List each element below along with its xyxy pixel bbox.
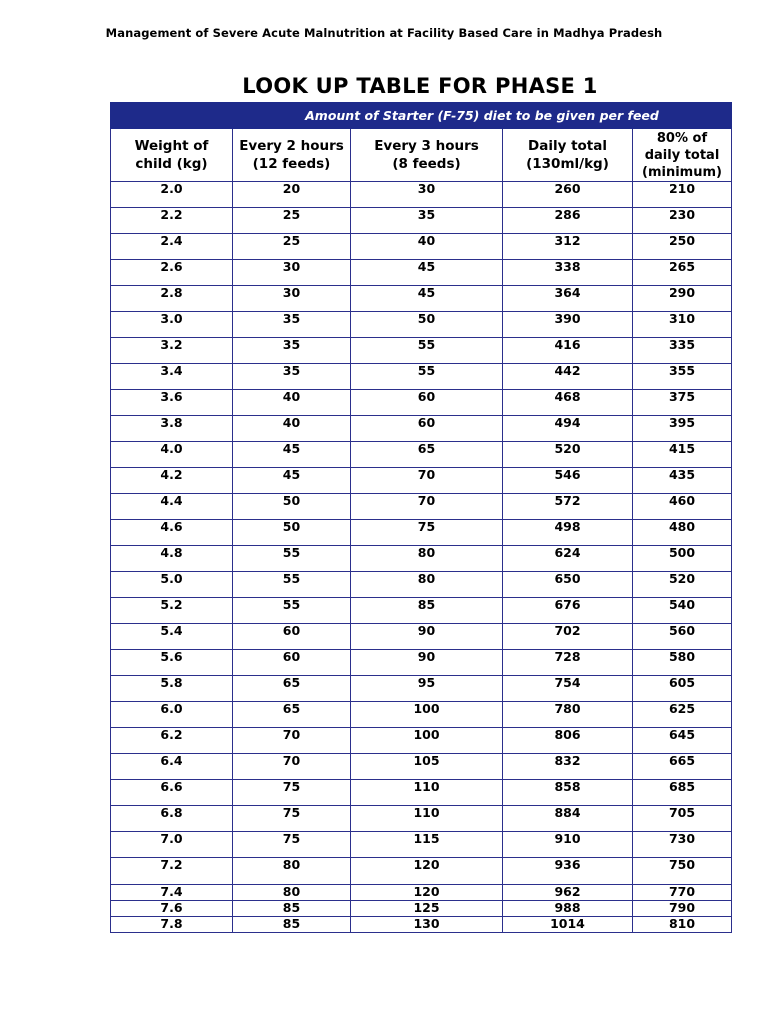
cell-daily-total: 1014	[503, 917, 633, 933]
cell-every-2-hours: 25	[233, 208, 351, 234]
cell-daily-total: 910	[503, 832, 633, 858]
cell-every-2-hours: 20	[233, 182, 351, 208]
table-row	[111, 650, 732, 676]
table-row	[111, 416, 732, 442]
cell-weight: 3.8	[111, 416, 233, 442]
col-header-weight-line1: Weight of	[134, 138, 209, 154]
cell-every-3-hours: 125	[351, 901, 503, 917]
col-header-every-3-hours	[351, 129, 503, 182]
cell-weight: 7.8	[111, 917, 233, 933]
cell-daily-total: 676	[503, 598, 633, 624]
cell-daily-total: 520	[503, 442, 633, 468]
cell-eighty-percent: 355	[633, 364, 732, 390]
cell-weight: 4.8	[111, 546, 233, 572]
cell-every-2-hours: 65	[233, 676, 351, 702]
cell-eighty-percent: 750	[633, 858, 732, 885]
cell-weight: 6.6	[111, 780, 233, 806]
cell-weight: 3.6	[111, 390, 233, 416]
cell-eighty-percent: 395	[633, 416, 732, 442]
cell-every-3-hours: 60	[351, 390, 503, 416]
cell-daily-total: 702	[503, 624, 633, 650]
cell-every-3-hours: 95	[351, 676, 503, 702]
cell-every-3-hours: 35	[351, 208, 503, 234]
cell-every-3-hours: 55	[351, 364, 503, 390]
cell-every-2-hours: 55	[233, 598, 351, 624]
cell-daily-total: 806	[503, 728, 633, 754]
cell-daily-total: 498	[503, 520, 633, 546]
table-row	[111, 832, 732, 858]
cell-every-2-hours: 50	[233, 494, 351, 520]
cell-every-2-hours: 55	[233, 546, 351, 572]
table-row	[111, 390, 732, 416]
cell-daily-total: 416	[503, 338, 633, 364]
cell-eighty-percent: 810	[633, 917, 732, 933]
cell-eighty-percent: 500	[633, 546, 732, 572]
cell-eighty-percent: 560	[633, 624, 732, 650]
table-row	[111, 806, 732, 832]
cell-eighty-percent: 790	[633, 901, 732, 917]
cell-every-2-hours: 85	[233, 917, 351, 933]
cell-eighty-percent: 210	[633, 182, 732, 208]
cell-daily-total: 936	[503, 858, 633, 885]
cell-weight: 7.0	[111, 832, 233, 858]
cell-every-3-hours: 55	[351, 338, 503, 364]
cell-eighty-percent: 310	[633, 312, 732, 338]
cell-weight: 4.0	[111, 442, 233, 468]
cell-daily-total: 988	[503, 901, 633, 917]
cell-weight: 3.0	[111, 312, 233, 338]
table-row	[111, 917, 732, 933]
cell-eighty-percent: 250	[633, 234, 732, 260]
col-header-every-2-hours-line1: Every 2 hours	[239, 138, 344, 154]
cell-every-2-hours: 25	[233, 234, 351, 260]
table-body	[111, 182, 732, 933]
table-row	[111, 901, 732, 917]
table-row	[111, 624, 732, 650]
cell-every-3-hours: 115	[351, 832, 503, 858]
cell-every-3-hours: 100	[351, 728, 503, 754]
cell-daily-total: 572	[503, 494, 633, 520]
cell-daily-total: 832	[503, 754, 633, 780]
cell-every-2-hours: 35	[233, 338, 351, 364]
cell-eighty-percent: 460	[633, 494, 732, 520]
cell-eighty-percent: 435	[633, 468, 732, 494]
cell-daily-total: 338	[503, 260, 633, 286]
cell-daily-total: 286	[503, 208, 633, 234]
cell-every-3-hours: 110	[351, 780, 503, 806]
cell-eighty-percent: 645	[633, 728, 732, 754]
cell-daily-total: 884	[503, 806, 633, 832]
table-row	[111, 182, 732, 208]
cell-every-3-hours: 60	[351, 416, 503, 442]
cell-weight: 7.6	[111, 901, 233, 917]
cell-eighty-percent: 625	[633, 702, 732, 728]
cell-every-3-hours: 105	[351, 754, 503, 780]
cell-daily-total: 624	[503, 546, 633, 572]
col-header-weight	[111, 129, 233, 182]
cell-every-2-hours: 80	[233, 885, 351, 901]
cell-every-3-hours: 45	[351, 260, 503, 286]
table-row	[111, 728, 732, 754]
cell-every-3-hours: 70	[351, 494, 503, 520]
cell-eighty-percent: 290	[633, 286, 732, 312]
col-header-80-percent-line2: daily total	[644, 147, 720, 163]
cell-every-2-hours: 65	[233, 702, 351, 728]
col-header-weight-line2: child (kg)	[135, 156, 208, 172]
cell-weight: 7.2	[111, 858, 233, 885]
cell-daily-total: 364	[503, 286, 633, 312]
cell-every-3-hours: 80	[351, 546, 503, 572]
table-row	[111, 546, 732, 572]
cell-every-2-hours: 45	[233, 442, 351, 468]
cell-every-3-hours: 120	[351, 885, 503, 901]
cell-eighty-percent: 230	[633, 208, 732, 234]
cell-weight: 4.2	[111, 468, 233, 494]
page-title: LOOK UP TABLE FOR PHASE 1	[242, 74, 598, 98]
cell-daily-total: 650	[503, 572, 633, 598]
cell-every-2-hours: 30	[233, 260, 351, 286]
cell-every-3-hours: 100	[351, 702, 503, 728]
cell-weight: 6.8	[111, 806, 233, 832]
cell-weight: 5.8	[111, 676, 233, 702]
table-row	[111, 442, 732, 468]
cell-every-2-hours: 75	[233, 780, 351, 806]
cell-every-3-hours: 80	[351, 572, 503, 598]
cell-daily-total: 390	[503, 312, 633, 338]
table-row	[111, 338, 732, 364]
cell-eighty-percent: 480	[633, 520, 732, 546]
col-header-80-percent	[633, 129, 732, 182]
document-header: Management of Severe Acute Malnutrition at Facility Based Care in Madhya Pradesh	[105, 26, 663, 40]
cell-eighty-percent: 265	[633, 260, 732, 286]
col-header-every-2-hours-line2: (12 feeds)	[252, 156, 331, 172]
cell-every-2-hours: 85	[233, 901, 351, 917]
cell-weight: 7.4	[111, 885, 233, 901]
cell-weight: 2.8	[111, 286, 233, 312]
cell-every-3-hours: 130	[351, 917, 503, 933]
cell-every-2-hours: 50	[233, 520, 351, 546]
cell-weight: 4.6	[111, 520, 233, 546]
col-header-every-2-hours	[233, 129, 351, 182]
cell-weight: 2.6	[111, 260, 233, 286]
cell-eighty-percent: 770	[633, 885, 732, 901]
cell-daily-total: 962	[503, 885, 633, 901]
cell-every-3-hours: 70	[351, 468, 503, 494]
cell-eighty-percent: 335	[633, 338, 732, 364]
table-row	[111, 260, 732, 286]
cell-eighty-percent: 605	[633, 676, 732, 702]
cell-weight: 5.6	[111, 650, 233, 676]
cell-every-3-hours: 110	[351, 806, 503, 832]
cell-daily-total: 728	[503, 650, 633, 676]
table-row	[111, 286, 732, 312]
table-row	[111, 885, 732, 901]
cell-eighty-percent: 580	[633, 650, 732, 676]
table-banner-spacer	[111, 103, 233, 129]
cell-daily-total: 754	[503, 676, 633, 702]
cell-every-2-hours: 45	[233, 468, 351, 494]
cell-weight: 5.4	[111, 624, 233, 650]
cell-every-3-hours: 85	[351, 598, 503, 624]
cell-daily-total: 260	[503, 182, 633, 208]
table-row	[111, 312, 732, 338]
cell-eighty-percent: 415	[633, 442, 732, 468]
table-row	[111, 234, 732, 260]
cell-daily-total: 780	[503, 702, 633, 728]
table-row	[111, 572, 732, 598]
cell-eighty-percent: 665	[633, 754, 732, 780]
cell-every-2-hours: 80	[233, 858, 351, 885]
col-header-every-3-hours-line1: Every 3 hours	[374, 138, 479, 154]
cell-weight: 6.0	[111, 702, 233, 728]
cell-weight: 6.4	[111, 754, 233, 780]
cell-eighty-percent: 730	[633, 832, 732, 858]
cell-eighty-percent: 375	[633, 390, 732, 416]
cell-daily-total: 494	[503, 416, 633, 442]
cell-eighty-percent: 705	[633, 806, 732, 832]
table-row	[111, 676, 732, 702]
cell-every-3-hours: 50	[351, 312, 503, 338]
lookup-table	[110, 102, 732, 933]
cell-weight: 6.2	[111, 728, 233, 754]
cell-every-3-hours: 75	[351, 520, 503, 546]
table-row	[111, 702, 732, 728]
cell-daily-total: 858	[503, 780, 633, 806]
table-row	[111, 780, 732, 806]
cell-daily-total: 442	[503, 364, 633, 390]
cell-weight: 5.2	[111, 598, 233, 624]
col-header-daily-total	[503, 129, 633, 182]
cell-daily-total: 312	[503, 234, 633, 260]
cell-every-3-hours: 120	[351, 858, 503, 885]
cell-weight: 4.4	[111, 494, 233, 520]
col-header-daily-total-line1: Daily total	[528, 138, 607, 154]
table-row	[111, 520, 732, 546]
cell-eighty-percent: 520	[633, 572, 732, 598]
cell-every-2-hours: 35	[233, 364, 351, 390]
cell-weight: 3.4	[111, 364, 233, 390]
cell-every-3-hours: 90	[351, 624, 503, 650]
table-row	[111, 858, 732, 885]
table-row	[111, 468, 732, 494]
cell-every-3-hours: 30	[351, 182, 503, 208]
cell-every-3-hours: 65	[351, 442, 503, 468]
cell-every-2-hours: 55	[233, 572, 351, 598]
cell-every-3-hours: 40	[351, 234, 503, 260]
cell-weight: 2.0	[111, 182, 233, 208]
cell-weight: 5.0	[111, 572, 233, 598]
cell-every-3-hours: 45	[351, 286, 503, 312]
cell-every-3-hours: 90	[351, 650, 503, 676]
cell-weight: 2.4	[111, 234, 233, 260]
cell-every-2-hours: 70	[233, 728, 351, 754]
table-row	[111, 494, 732, 520]
col-header-80-percent-line1: 80% of	[656, 130, 708, 146]
cell-every-2-hours: 75	[233, 832, 351, 858]
cell-every-2-hours: 40	[233, 390, 351, 416]
cell-weight: 3.2	[111, 338, 233, 364]
cell-every-2-hours: 70	[233, 754, 351, 780]
table-row	[111, 598, 732, 624]
cell-every-2-hours: 40	[233, 416, 351, 442]
table-row	[111, 754, 732, 780]
cell-every-2-hours: 60	[233, 650, 351, 676]
cell-every-2-hours: 60	[233, 624, 351, 650]
cell-weight: 2.2	[111, 208, 233, 234]
col-header-80-percent-line3: (minimum)	[642, 164, 722, 180]
cell-eighty-percent: 685	[633, 780, 732, 806]
col-header-daily-total-line2: (130ml/kg)	[526, 156, 609, 172]
cell-every-2-hours: 30	[233, 286, 351, 312]
cell-daily-total: 468	[503, 390, 633, 416]
cell-eighty-percent: 540	[633, 598, 732, 624]
col-header-every-3-hours-line2: (8 feeds)	[392, 156, 461, 172]
cell-every-2-hours: 75	[233, 806, 351, 832]
cell-every-2-hours: 35	[233, 312, 351, 338]
cell-daily-total: 546	[503, 468, 633, 494]
table-row	[111, 364, 732, 390]
table-banner: Amount of Starter (F-75) diet to be given per feed	[233, 103, 732, 129]
table-row	[111, 208, 732, 234]
